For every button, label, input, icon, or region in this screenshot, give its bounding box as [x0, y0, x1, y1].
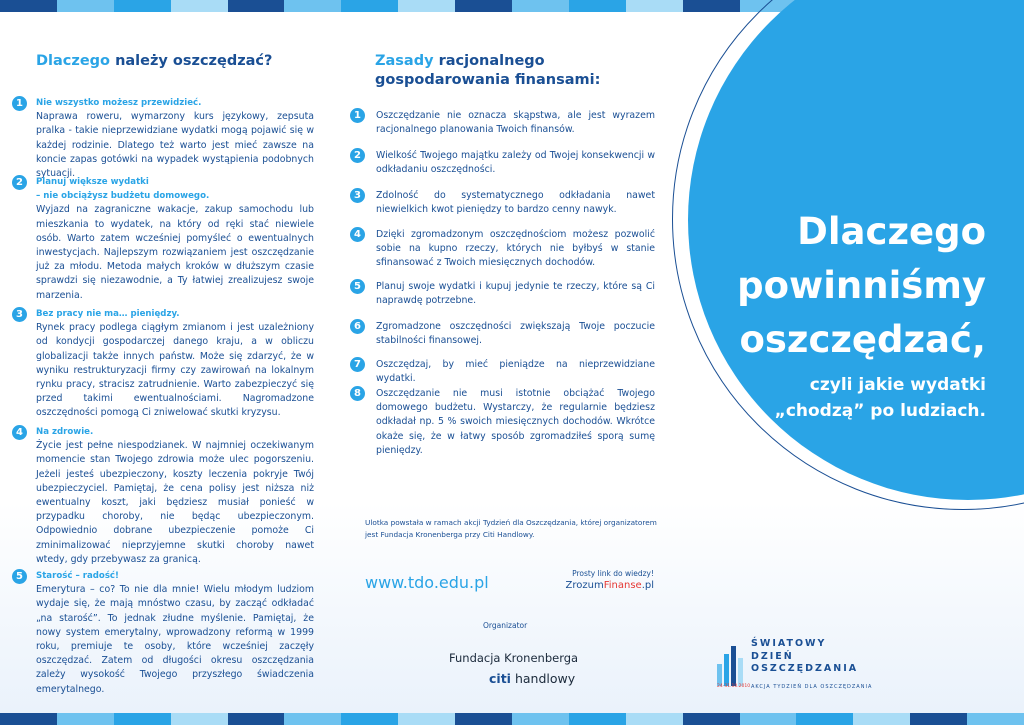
stripe-segment [512, 0, 569, 12]
stripe-segment [740, 713, 797, 725]
rule-item [351, 228, 655, 271]
cover-subtitle-line-2: „chodzą” po ludziach. [774, 401, 986, 421]
rule-item [351, 189, 655, 217]
stripe-segment [57, 0, 114, 12]
logo-line-3: OSZCZĘDZANIA [751, 663, 859, 674]
rule-text: Dzięki zgromadzonym oszczędnościom możesz pozwolić sobie na kupno rzeczy, których nie byłbyś w stanie sfinansować z Twoich miesięcznych dochodów. [376, 229, 655, 269]
logo-date: 24-31.10.2010 [717, 684, 751, 689]
knowledge-link-tagline: Prosty link do wiedzy! [572, 569, 654, 578]
middle-heading-rest: racjonalnego gospodarowania finansami: [375, 53, 601, 88]
stripe-segment [683, 0, 740, 12]
rule-text: Zdolność do systematycznego odkładania nawet niewielkich kwot pieniędzy to bardzo cenny nawyk. [376, 190, 655, 216]
stripe-segment [228, 713, 285, 725]
handlowy-text: handlowy [514, 671, 576, 686]
stripe-segment [512, 713, 569, 725]
fundacja-kronenberga-logo: Fundacja Kronenberga [449, 651, 579, 665]
rule-number-badge: 5 [350, 279, 365, 294]
rule-number-badge: 6 [350, 319, 365, 334]
section-number-badge: 1 [12, 96, 27, 111]
rule-text: Wielkość Twojego majątku zależy od Twojej konsekwencji w odkładaniu oszczędności. [376, 150, 655, 176]
citi-handlowy-logo [489, 671, 575, 686]
left-section [36, 175, 314, 303]
section-number-badge: 2 [12, 175, 27, 190]
rule-text: Oszczędzanie nie oznacza skąpstwa, ale jest wyrazem racjonalnego planowania Twoich finansów. [376, 110, 655, 136]
logo-bars-icon [717, 646, 743, 686]
stripe-segment [967, 713, 1024, 725]
rule-number-badge: 2 [350, 148, 365, 163]
stripe-segment [455, 0, 512, 12]
zrozum-text: Zrozum [565, 580, 604, 591]
stripe-segment [171, 0, 228, 12]
cover-title-line-1: Dlaczego [797, 210, 986, 253]
stripe-segment [683, 713, 740, 725]
stripe-segment [398, 713, 455, 725]
logo-bar [717, 664, 722, 686]
swiatowy-dzien-oszczedzania-logo [717, 628, 873, 696]
cover-title [686, 205, 986, 367]
section-title: Bez pracy nie ma… pieniędzy. [36, 309, 180, 319]
organizer-label: Organizator [483, 621, 528, 630]
stripe-segment [853, 713, 910, 725]
left-column [36, 52, 314, 71]
rule-item [351, 280, 655, 308]
rule-item [351, 358, 655, 386]
section-title: Planuj większe wydatki [36, 177, 149, 187]
logo-subtitle: AKCJA TYDZIEŃ DLA OSZCZĘDZANIA [751, 684, 873, 690]
logo-bar [724, 654, 729, 686]
section-body: Rynek pracy podlega ciągłym zmianom i jest uzależniony od kondycji gospodarczej danego kraju, a w obliczu globalizacji także innych państw. Może się zdarzyć, że w wyniku restrukturyzacji firmy czy zawirowań na lokalnym rynku pracy, stracisz zatrudnienie. Warto zabezpieczyć się przed takimi ewentualnościami. Nagromadzone oszczędności pomogą Ci zniwelować skutki kryzysu. [36, 322, 314, 419]
stripe-segment [284, 0, 341, 12]
middle-heading-accent: Zasady [375, 53, 434, 69]
section-number-badge: 3 [12, 307, 27, 322]
pl-text: .pl [641, 580, 654, 591]
stripe-segment [455, 713, 512, 725]
citi-text: citi [489, 671, 511, 686]
stripe-segment [114, 713, 171, 725]
stripe-segment [398, 0, 455, 12]
cover-subtitle-line-1: czyli jakie wydatki [809, 375, 986, 395]
rule-number-badge: 1 [350, 108, 365, 123]
rule-item [351, 109, 655, 137]
logo-bar [731, 646, 736, 686]
cover-subtitle [686, 372, 986, 424]
rule-number-badge: 8 [350, 386, 365, 401]
stripe-segment [341, 713, 398, 725]
stripe-segment [284, 713, 341, 725]
section-title: Starość – radość! [36, 571, 119, 581]
logo-bar [738, 658, 743, 686]
left-heading-rest: należy oszczędzać? [110, 53, 273, 69]
rule-number-badge: 4 [350, 227, 365, 242]
stripe-segment [0, 0, 57, 12]
stripe-segment [0, 713, 57, 725]
rule-item [351, 149, 655, 177]
rule-item [351, 387, 655, 458]
rule-text: Zgromadzone oszczędności zwiększają Twoje poczucie stabilności finansowej. [376, 321, 655, 347]
section-title-line-2: – nie obciążysz budżetu domowego. [36, 191, 210, 202]
rule-number-badge: 7 [350, 357, 365, 372]
section-body: Życie jest pełne niespodzianek. W najmniej oczekiwanym momencie stan Twojego zdrowia może ulec pogorszeniu. Jeżeli jesteś ubezpieczony, koszty leczenia pokryje Twój ubezpieczyciel. Pamiętaj, że cena polisy jest niższa niż ewentualny koszt, jaki będziesz musiał ponieść w przypadku choroby, nie będąc ubezpieczonym. Odpowiednio dobrane ubezpieczenie pomoże Ci zminimalizować nieprzyjemne skutki choroby nawet wtedy, gdy przebywasz za granicą. [36, 440, 314, 565]
logo-line-1: ŚWIATOWY [751, 638, 827, 649]
rule-text: Oszczędzaj, by mieć pieniądze na nieprzewidziane wydatki. [376, 359, 655, 385]
rule-text: Oszczędzanie nie musi istotnie obciążać Twojego domowego budżetu. Wystarczy, że regularnie będziesz odkładał np. 5 % swoich miesięcznych dochodów. Wkrótce okaże się, że w łatwy sposób zgromadziłeś sporą sumę pieniędzy. [376, 388, 655, 456]
left-heading-accent: Dlaczego [36, 53, 111, 69]
left-section [36, 96, 314, 181]
stripe-segment [228, 0, 285, 12]
logo-line-2: DZIEŃ [751, 650, 794, 662]
middle-heading [375, 52, 675, 90]
logo-text [751, 638, 858, 676]
stripe-segment [910, 713, 967, 725]
left-heading [36, 52, 314, 71]
left-section [36, 425, 314, 567]
rule-text: Planuj swoje wydatki i kupuj jedynie te rzeczy, które są Ci naprawdę potrzebne. [376, 281, 655, 307]
finanse-text: Finanse [603, 580, 642, 591]
section-title: Nie wszystko możesz przewidzieć. [36, 98, 202, 108]
rule-number-badge: 3 [350, 188, 365, 203]
stripe-segment [626, 0, 683, 12]
left-section [36, 307, 314, 421]
stripe-segment [626, 713, 683, 725]
section-body: Wyjazd na zagraniczne wakacje, zakup samochodu lub mieszkania to wydatek, na który od ręki stać niewiele osób. Warto zatem wcześniej pomyśleć o ewentualnych inwestycjach. Najlepszym rozwiązaniem jest oszczędzanie już za młodu. Metoda małych kroków w dłuższym czasie sprawdzi się niezawodnie, a Ty łatwiej zrealizujesz swoje marzenia. [36, 204, 314, 301]
section-number-badge: 4 [12, 425, 27, 440]
bottom-stripe-bar [0, 713, 1024, 725]
website-link[interactable]: www.tdo.edu.pl [365, 573, 489, 592]
stripe-segment [569, 0, 626, 12]
stripe-segment [171, 713, 228, 725]
section-title: Na zdrowie. [36, 427, 94, 437]
rule-item [351, 320, 655, 348]
stripe-segment [57, 713, 114, 725]
knowledge-link-box [540, 568, 654, 593]
section-body: Emerytura – co? To nie dla mnie! Wielu młodym ludziom wydaje się, że mają mnóstwo czasu, by zacząć odkładać „na starość”. To jednak złudne myślenie. Pamiętaj, że nowy system emerytalny, wprowadzony reformą w 1999 roku, premiuje te osoby, które wcześniej zaczęły oszczędzać. Zatem od długości okresu oszczędzania zależy wysokość Twojego przyszłego świadczenia emerytalnego. [36, 584, 314, 695]
leaflet-note: Ulotka powstała w ramach akcji Tydzień dla Oszczędzania, której organizatorem jest Fundacja Kronenberga przy Citi Handlowy. [365, 518, 657, 539]
section-number-badge: 5 [12, 569, 27, 584]
left-section [36, 569, 314, 697]
stripe-segment [114, 0, 171, 12]
zrozum-finanse-link[interactable] [540, 579, 654, 593]
stripe-segment [569, 713, 626, 725]
stripe-segment [341, 0, 398, 12]
stripe-segment [796, 713, 853, 725]
section-body: Naprawa roweru, wymarzony kurs językowy, zepsuta pralka - takie nieprzewidziane wydatki mogą pojawić się w każdej rodzinie. Dlatego też warto jest mieć zawsze na koncie zapas gotówki na wypadek wystąpienia podobnych sytuacji. [36, 111, 314, 180]
cover-title-line-3: oszczędzać, [739, 318, 986, 361]
cover-title-line-2: powinniśmy [737, 264, 986, 307]
